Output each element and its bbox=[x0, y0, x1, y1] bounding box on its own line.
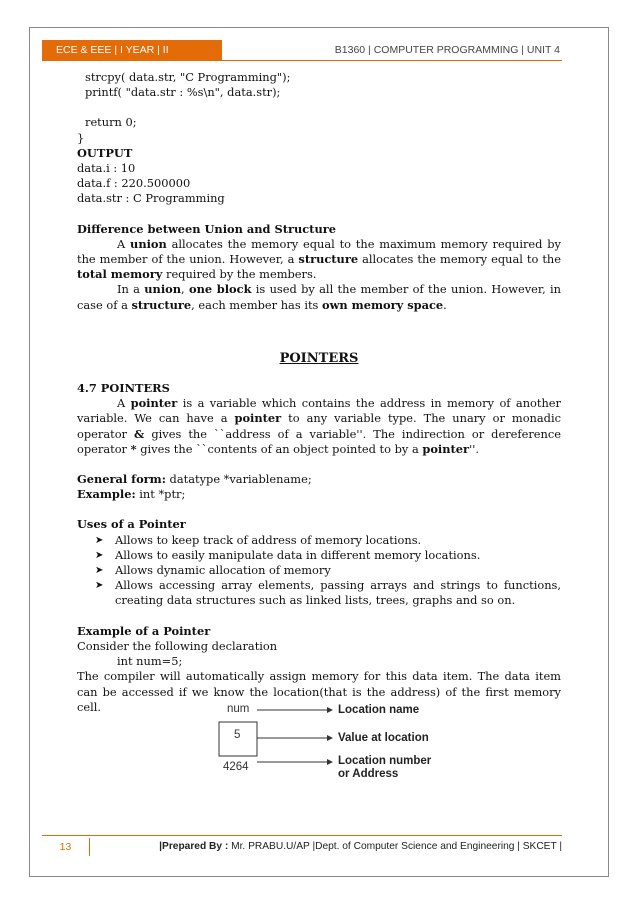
section-heading: 4.7 POINTERS bbox=[77, 381, 170, 396]
page-number: 13 bbox=[42, 838, 90, 856]
variable-name-label: num bbox=[227, 703, 250, 715]
location-name-label: Location name bbox=[338, 704, 420, 716]
arrow-bullet-icon: ➤ bbox=[95, 580, 104, 592]
difference-heading: Difference between Union and Structure bbox=[77, 221, 336, 236]
footer-credit: |Prepared By : Mr. PRABU.U/AP |Dept. of Computer Science and Engineering | SKCET | bbox=[159, 841, 562, 852]
list-item: ➤ Allows to easily manipulate data in different memory locations. bbox=[95, 547, 481, 562]
general-form: General form: datatype *variablename; bbox=[77, 472, 312, 487]
location-number-label: Location number bbox=[338, 755, 432, 767]
pointer-definition: A pointer is a variable which contains the address in memory of another variable. We can have a pointer to any variable type. The unary or monadic operator & gives the ``address of a variable''. The indirection or dereference operator * gives the ``contents of an object pointed to by a pointer''. bbox=[77, 396, 561, 456]
example-line: Example: int *ptr; bbox=[77, 487, 186, 502]
code-line: } bbox=[77, 130, 85, 145]
output-heading: OUTPUT bbox=[77, 145, 133, 160]
uses-list bbox=[77, 533, 561, 609]
arrow-bullet-icon: ➤ bbox=[95, 549, 104, 561]
output-line: data.f : 220.500000 bbox=[77, 176, 191, 191]
example-text: Consider the following declaration bbox=[77, 638, 278, 653]
address-text-label: or Address bbox=[338, 768, 399, 780]
header-course-tab: ECE & EEE | I YEAR | II SEMESTER bbox=[42, 40, 222, 60]
output-line: data.str : C Programming bbox=[77, 191, 225, 206]
difference-paragraph-1: A union allocates the memory equal to the maximum memory required by the member of the union. However, a structure allocates the memory equal to the total memory required by the members. bbox=[77, 236, 561, 282]
value-at-location-label: Value at location bbox=[338, 732, 429, 744]
arrow-bullet-icon: ➤ bbox=[95, 534, 104, 546]
footer-divider bbox=[42, 835, 562, 836]
example-heading: Example of a Pointer bbox=[77, 623, 211, 638]
uses-heading: Uses of a Pointer bbox=[77, 517, 186, 532]
example-declaration: int num=5; bbox=[117, 654, 183, 669]
value-label: 5 bbox=[234, 729, 241, 741]
list-item: ➤ Allows to keep track of address of memory locations. bbox=[95, 532, 422, 547]
code-line: printf( "data.str : %s\n", data.str); bbox=[85, 85, 281, 100]
list-item: ➤ Allows dynamic allocation of memory bbox=[95, 563, 331, 578]
pointers-title: POINTERS bbox=[279, 350, 359, 366]
list-item: ➤ Allows accessing array elements, passing arrays and strings to functions, creating data structures such as linked lists, trees, graphs and so on. bbox=[95, 578, 561, 608]
address-label: 4264 bbox=[223, 761, 249, 773]
memory-diagram bbox=[205, 700, 455, 785]
header-title: B1360 | COMPUTER PROGRAMMING | UNIT 4 bbox=[334, 44, 560, 56]
difference-paragraph-2: In a union, one block is used by all the member of the union. However, in case of a structure, each member has its own memory space. bbox=[77, 282, 561, 312]
example-explanation: The compiler will automatically assign memory for this data item. The data item can be accessed if we know the location(that is the address) of the first memory cell. bbox=[77, 669, 561, 714]
page-content bbox=[77, 70, 561, 715]
header-divider bbox=[42, 60, 562, 61]
output-line: data.i : 10 bbox=[77, 161, 136, 176]
code-line: return 0; bbox=[85, 115, 137, 130]
code-line: strcpy( data.str, "C Programming"); bbox=[85, 70, 291, 84]
arrow-bullet-icon: ➤ bbox=[95, 565, 104, 577]
